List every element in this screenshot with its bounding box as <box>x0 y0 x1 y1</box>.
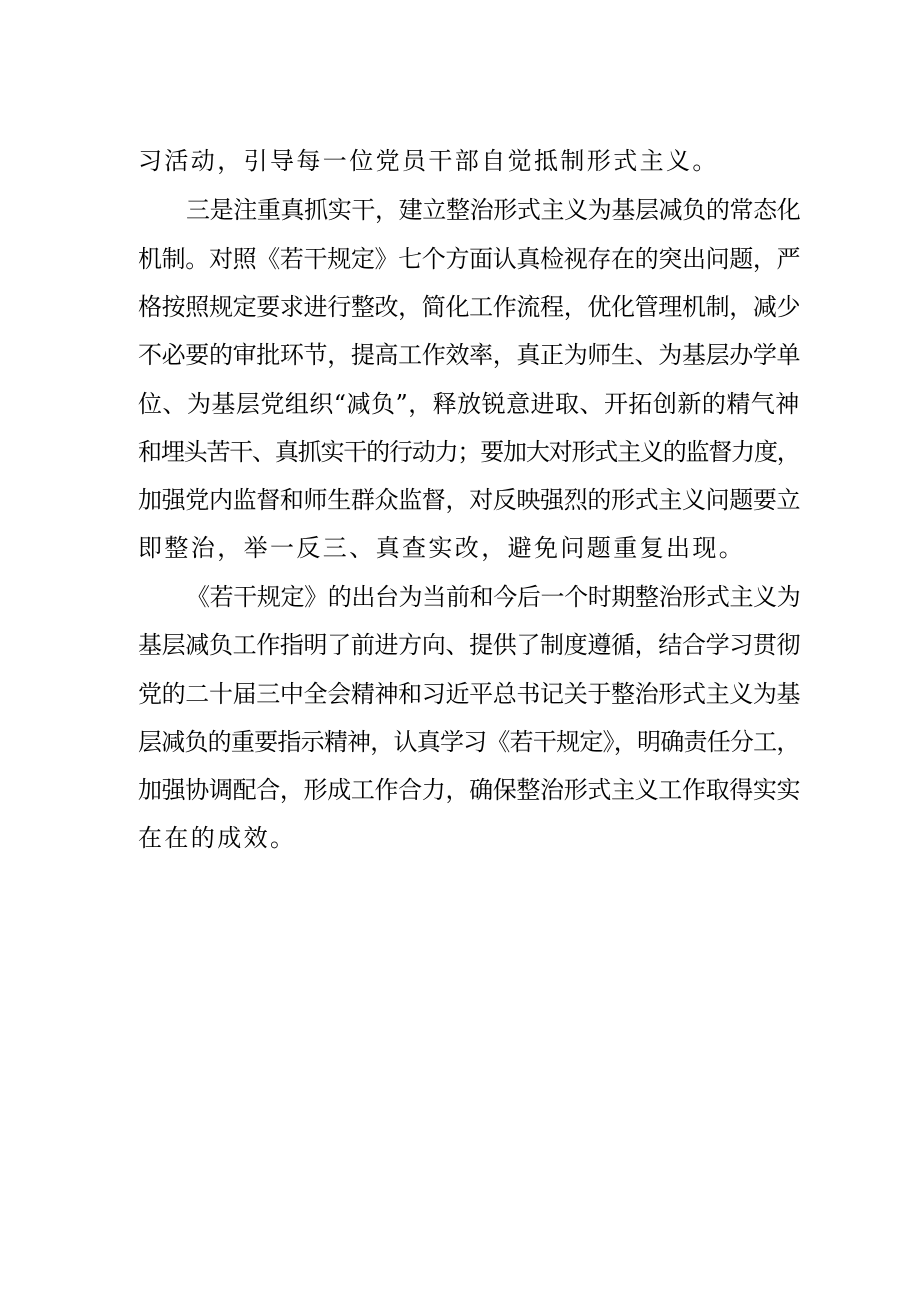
text-line-10: 《若干规定》的出台为当前和今后一个时期整治形式主义为 <box>186 583 801 611</box>
text-line-15: 在在的成效。 <box>138 824 297 852</box>
text-line-7: 和埋头苦干、真抓实干的行动力；要加大对形式主义的监督力度， <box>138 438 800 466</box>
text-line-3: 机制。对照《若干规定》七个方面认真检视存在的突出问题，严 <box>138 245 801 273</box>
text-line-8: 加强党内监督和师生群众监督，对反映强烈的形式主义问题要立 <box>138 486 801 514</box>
text-line-14: 加强协调配合，形成工作合力，确保整治形式主义工作取得实实 <box>138 776 801 804</box>
text-line-6: 位、为基层党组织“减负”，释放锐意进取、开拓创新的精气神 <box>138 390 800 418</box>
text-line-12: 党的二十届三中全会精神和习近平总书记关于整治形式主义为基 <box>138 680 801 708</box>
text-line-1: 习活动，引导每一位党员干部自觉抵制形式主义。 <box>138 147 719 175</box>
text-line-11: 基层减负工作指明了前进方向、提供了制度遵循，结合学习贯彻 <box>138 631 801 659</box>
text-line-13: 层减负的重要指示精神，认真学习《若干规定》，明确责任分工， <box>138 728 800 756</box>
text-line-9: 即整治，举一反三、真查实改，避免问题重复出现。 <box>138 534 746 562</box>
text-line-2: 三是注重真抓实干，建立整治形式主义为基层减负的常态化 <box>186 196 801 224</box>
text-line-5: 不必要的审批环节，提高工作效率，真正为师生、为基层办学单 <box>138 341 801 369</box>
text-line-4: 格按照规定要求进行整改，简化工作流程，优化管理机制，减少 <box>138 293 801 321</box>
